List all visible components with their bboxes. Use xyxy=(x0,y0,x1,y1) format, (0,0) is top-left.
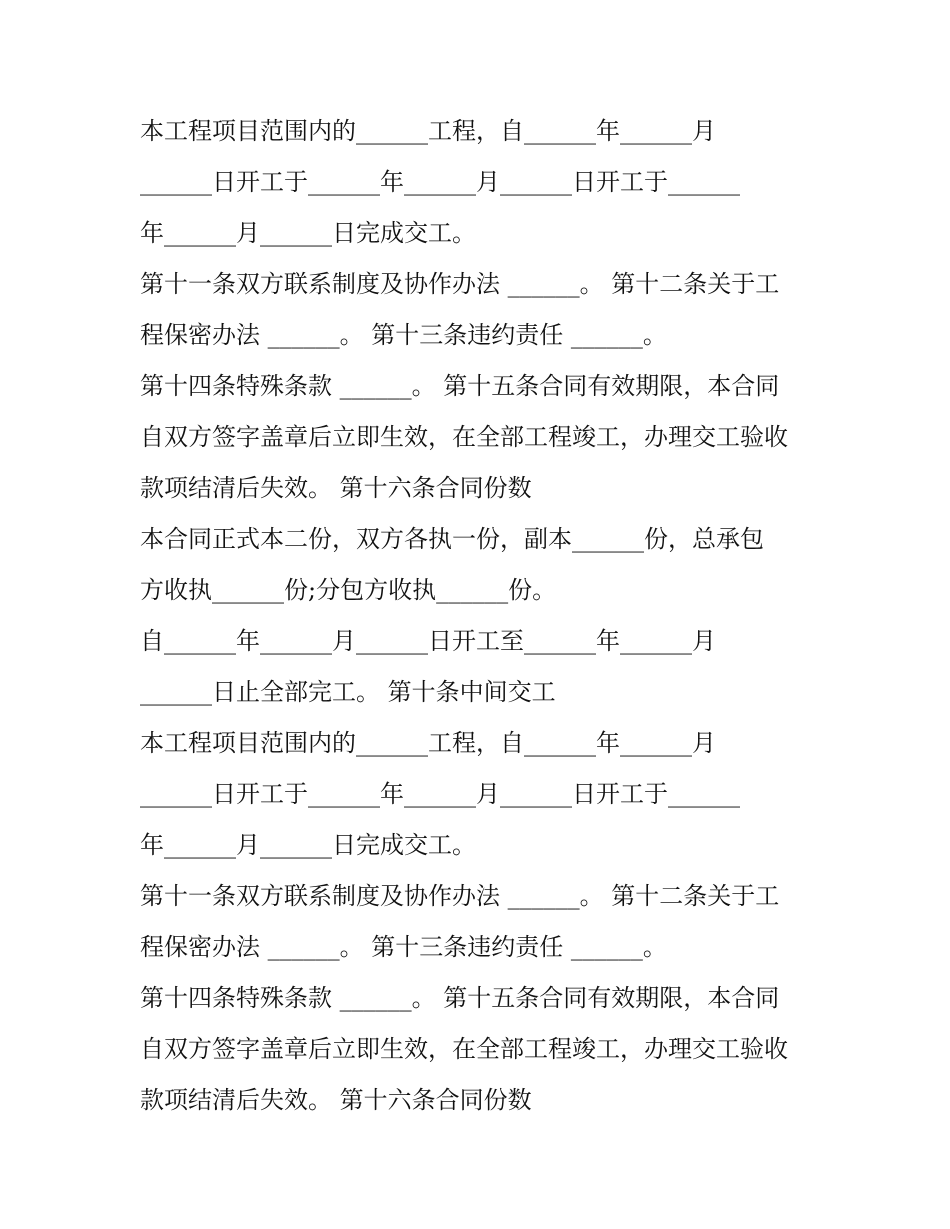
text-line: 款项结清后失效。 第十六条合同份数 xyxy=(140,474,532,502)
text-line: 第十四条特殊条款 ______。 第十五条合同有效期限，本合同 xyxy=(140,372,780,400)
text-line: 第十一条双方联系制度及协作办法 ______。 第十二条关于工 xyxy=(140,882,780,910)
text-line: 方收执______份;分包方收执______份。 xyxy=(140,576,557,604)
text-line: 自双方签字盖章后立即生效，在全部工程竣工，办理交工验收 xyxy=(140,1035,788,1063)
text-line: 本工程项目范围内的______工程，自______年______月 xyxy=(140,729,716,757)
document-body xyxy=(140,106,820,1126)
text-line: 程保密办法 ______。 第十三条违约责任 ______。 xyxy=(140,321,667,349)
text-line: 年______月______日完成交工。 xyxy=(140,831,476,859)
text-line: 程保密办法 ______。 第十三条违约责任 ______。 xyxy=(140,933,667,961)
text-line: ______日开工于______年______月______日开工于______ xyxy=(140,168,740,196)
text-line: 年______月______日完成交工。 xyxy=(140,219,476,247)
text-line: 本工程项目范围内的______工程，自______年______月 xyxy=(140,117,716,145)
text-line: 款项结清后失效。 第十六条合同份数 xyxy=(140,1086,532,1114)
text-line: 自双方签字盖章后立即生效，在全部工程竣工，办理交工验收 xyxy=(140,423,788,451)
text-line: 本合同正式本二份，双方各执一份，副本______份，总承包 xyxy=(140,525,764,553)
text-line: 自______年______月______日开工至______年______月 xyxy=(140,627,716,655)
text-line: 第十四条特殊条款 ______。 第十五条合同有效期限，本合同 xyxy=(140,984,780,1012)
text-line: ______日开工于______年______月______日开工于______ xyxy=(140,780,740,808)
text-line: ______日止全部完工。 第十条中间交工 xyxy=(140,678,556,706)
text-line: 第十一条双方联系制度及协作办法 ______。 第十二条关于工 xyxy=(140,270,780,298)
